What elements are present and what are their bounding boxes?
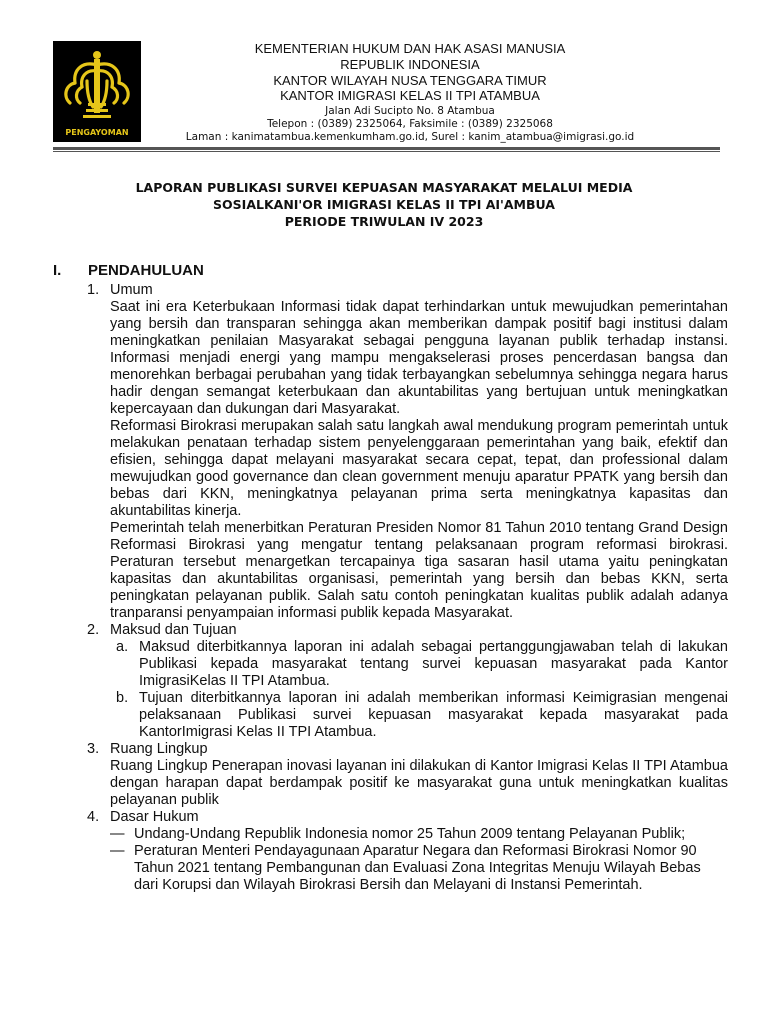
sub-item-text: Maksud diterbitkannya laporan ini adalah sebagai pertanggungjawaban telah di lakukan Publikasi kepada masyarakat tentang survei kepuasan masyarakat pada Kantor ImigrasiKelas II TPI Atambua.: [139, 639, 728, 689]
title-line-3: PERIODE TRIWULAN IV 2023: [284, 214, 484, 229]
item-number: 4.: [87, 809, 100, 825]
item-heading: [53, 741, 728, 758]
section-title: PENDAHULUAN: [88, 262, 204, 279]
legal-basis-text: Undang-Undang Republik Indonesia nomor 25 Tahun 2009 tentang Pelayanan Publik;: [134, 826, 686, 842]
paragraph: Ruang Lingkup Penerapan inovasi layanan ini dilakukan di Kantor Imigrasi Kelas II TPI Atambua dengan harapan dapat berdampak positif ke masyarakat guna untuk meningkatkan kualitas pelayanan publik: [110, 758, 728, 808]
sub-item: [110, 690, 728, 741]
sub-item-text: Tujuan diterbitkannya laporan ini adalah memberikan informasi Keimigrasian mengenai pelaksanaan Publikasi survei kepuasan masyarakat kepada masyarakat pada KantorImigrasi Kelas II TPI Atambua.: [139, 690, 728, 740]
section-number: I.: [53, 262, 62, 279]
section-heading: [53, 262, 728, 282]
header-rule-thick: [53, 147, 720, 150]
office-name: KANTOR IMIGRASI KELAS II TPI ATAMBUA: [280, 88, 540, 103]
document-body: [53, 262, 728, 894]
office-web: Laman : kanimatambua.kemenkumham.go.id, Surel : kanim_atambua@imigrasi.go.id: [185, 131, 635, 143]
legal-basis-item: [110, 826, 728, 843]
item-heading: [53, 282, 728, 299]
item-title: Ruang Lingkup: [110, 741, 208, 757]
header-rule-thin: [53, 151, 720, 152]
pengayoman-logo: [53, 41, 141, 142]
dash-bullet: —: [110, 826, 125, 842]
ministry-name: KEMENTERIAN HUKUM DAN HAK ASASI MANUSIA: [254, 41, 566, 56]
report-title: [0, 179, 768, 230]
office-phone: Telepon : (0389) 2325064, Faksimile : (0389) 2325068: [267, 118, 553, 130]
pengayoman-emblem-icon: [53, 41, 141, 142]
country-name: REPUBLIK INDONESIA: [340, 57, 480, 72]
paragraph: Reformasi Birokrasi merupakan salah satu langkah awal mendukung program pemerintah untuk melakukan penataan terhadap sistem penyelenggaraan pemerintahan yang baik, efektif dan efisien, sehingga dapat melayani masyarakat secara cepat, tepat, dan professional dalam mewujudkan good governance dan clean government menuju aparatur PPATK yang bersih dan bebas dari KKN, meningkatnya pelayanan prima serta meningkatnya kapasitas dan akuntabilitas kinerja.: [110, 418, 728, 519]
item-title: Maksud dan Tujuan: [110, 622, 237, 638]
legal-basis-text: Peraturan Menteri Pendayagunaan Aparatur Negara dan Reformasi Birokrasi Nomor 90 Tahun 2021 tentang Pembangunan dan Evaluasi Zona Integritas Menuju Wilayah Bebas dari Korupsi dan Wilayah Birokrasi Bersih dan Melayani di Instansi Pemerintah.: [134, 843, 701, 893]
item-heading: [53, 622, 728, 639]
item-title: Dasar Hukum: [110, 809, 199, 825]
title-line-1: LAPORAN PUBLIKASI SURVEI KEPUASAN MASYARAKAT MELALUI MEDIA: [135, 180, 633, 195]
title-line-2: SOSIALKANI'OR IMIGRASI KELAS II TPI AI'AMBUA: [213, 197, 555, 212]
item-title: Umum: [110, 282, 153, 298]
item-heading: [53, 809, 728, 826]
legal-basis-item: [110, 843, 728, 894]
paragraph: Saat ini era Keterbukaan Informasi tidak dapat terhindarkan untuk mewujudkan pemerintahan yang bersih dan transparan sehingga akan memberikan dampak positif bagi institusi dalam meningkatkan penilaian Masyarakat sebagai pengguna layanan publik terhadap instansi. Informasi menjadi energi yang mampu mengakselerasi proses pencerdasan bangsa dan menorehkan berbagai perubahan yang tidak terbayangkan sebelumnya sehingga negara harus hadir dengan semangat keterbukaan dan akuntabilitas yang bertujuan untuk meningkatkan kepercayaan dan dukungan dari Masyarakat.: [110, 299, 728, 417]
regional-office: KANTOR WILAYAH NUSA TENGGARA TIMUR: [273, 73, 547, 88]
item-number: 2.: [87, 622, 100, 638]
paragraph: Pemerintah telah menerbitkan Peraturan Presiden Nomor 81 Tahun 2010 tentang Grand Design Reformasi Birokrasi yang mengatur tentang pelaksanaan program reformasi birokrasi. Peraturan tersebut menargetkan tercapainya tiga sasaran hasil utama yaitu peningkatan kapasitas dan akuntabilitas organisasi, pemerintah yang bersih dan bebas KKN, serta peningkatan pelayanan publik. Salah satu contoh peningkatan kualitas publik adalah adanya tranparansi penyampaian informasi publik kepada Masyarakat.: [110, 520, 728, 621]
logo-caption: PENGAYOMAN: [65, 128, 129, 137]
office-address: Jalan Adi Sucipto No. 8 Atambua: [325, 105, 495, 117]
item-number: 1.: [87, 282, 100, 298]
sub-item: [110, 639, 728, 690]
dash-bullet: —: [110, 843, 125, 859]
sub-item-label: b.: [116, 690, 129, 706]
item-number: 3.: [87, 741, 100, 757]
sub-item-label: a.: [116, 639, 129, 655]
